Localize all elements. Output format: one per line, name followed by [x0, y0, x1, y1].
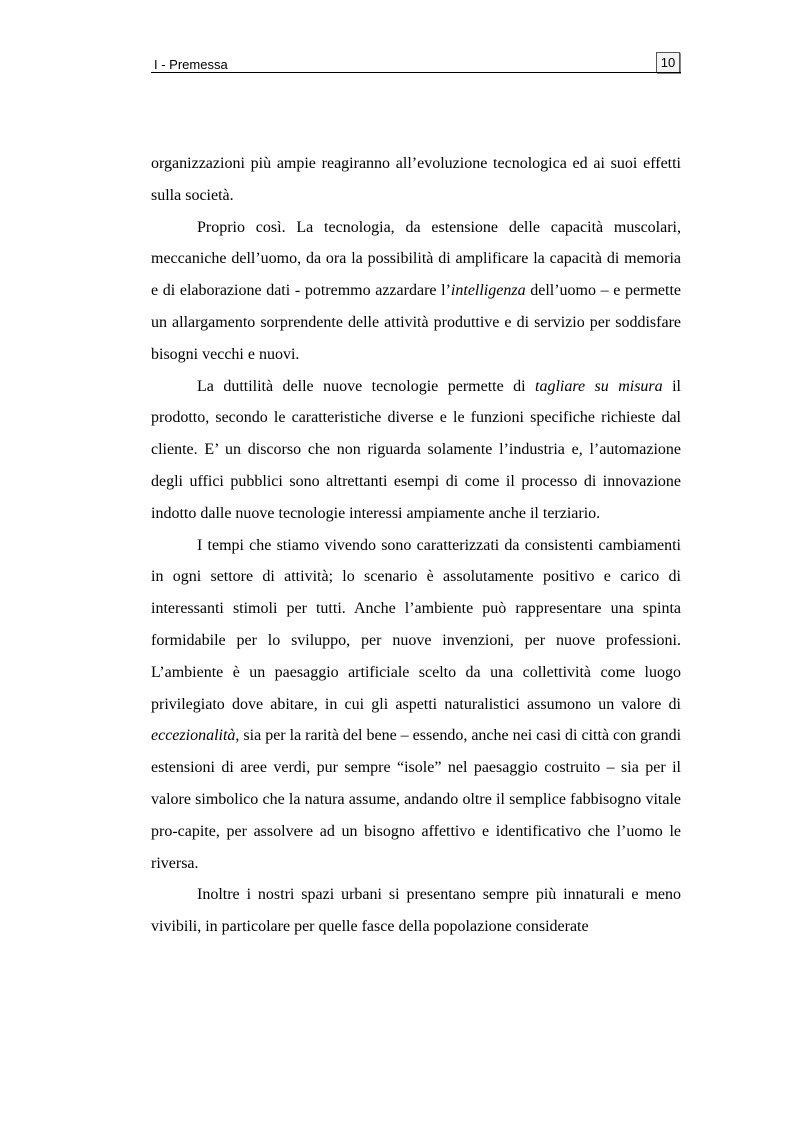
paragraph-4-italic: eccezionalità [151, 727, 236, 745]
page-number: 10 [656, 52, 680, 73]
paragraph-5-text: Inoltre i nostri spazi urbani si presentano sempre più innaturali e meno vivibili, in particolare per quelle fasce della popolazione considerate [151, 886, 681, 936]
body-text [151, 148, 681, 943]
paragraph-2-italic: intelligenza [450, 282, 526, 300]
paragraph-2-text-b: dell’uomo – e permette un allargamento sorprendente delle attività produttive e di servizio per soddisfare bisogni vecchi e nuovi. [151, 282, 681, 363]
section-title: I - Premessa [154, 57, 228, 72]
paragraph-4-text-b: , sia per la rarità del bene – essendo, anche nei casi di città con grandi estensioni di aree verdi, pur sempre “isole” nel paesaggio costruito – sia per il valore simbolico che la natura assume, andando oltre il semplice fabbisogno vitale pro-capite, per assolvere ad un bisogno affettivo e identificativo che l’uomo le riversa. [151, 727, 682, 872]
header-rule [151, 72, 681, 73]
paragraph-4-text-a: I tempi che stiamo vivendo sono caratterizzati da consistenti cambiamenti in ogni settore di attività; lo scenario è assolutamente positivo e carico di interessanti stimoli per tutti. Anche l’ambiente può rappresentare una spinta formidabile per lo sviluppo, per nuove invenzioni, per nuove professioni. L’ambiente è un paesaggio artificiale scelto da una collettività come luogo privilegiato dove abitare, in cui gli aspetti naturalistici assumono un valore di [151, 536, 681, 713]
paragraph-5 [151, 879, 681, 943]
page-header [151, 52, 681, 74]
paragraph-3-text-b: il prodotto, secondo le caratteristiche diverse e le funzioni specifiche richieste dal cliente. E’ un discorso che non riguarda solamente l’industria e, l’automazione degli uffici pubblici sono altrettanti esempi di come il processo di innovazione indotto dalle nuove tecnologie interessi ampiamente anche il terziario. [151, 377, 681, 522]
paragraph-4 [151, 530, 681, 880]
paragraph-3-italic: tagliare su misura [535, 377, 663, 395]
paragraph-3 [151, 371, 681, 530]
paragraph-1 [151, 148, 681, 212]
paragraph-1-text: organizzazioni più ampie reagiranno all’evoluzione tecnologica ed ai suoi effetti sulla società. [151, 155, 681, 204]
paragraph-2-text-a: Proprio così. La tecnologia, da estensione delle capacità muscolari, meccaniche dell’uomo, da ora la possibilità di amplificare la capacità di memoria e di elaborazione dati - potremmo azzardare l’ [151, 218, 681, 300]
paragraph-2 [151, 212, 681, 371]
paragraph-3-text-a: La duttilità delle nuove tecnologie permette di [197, 377, 536, 395]
